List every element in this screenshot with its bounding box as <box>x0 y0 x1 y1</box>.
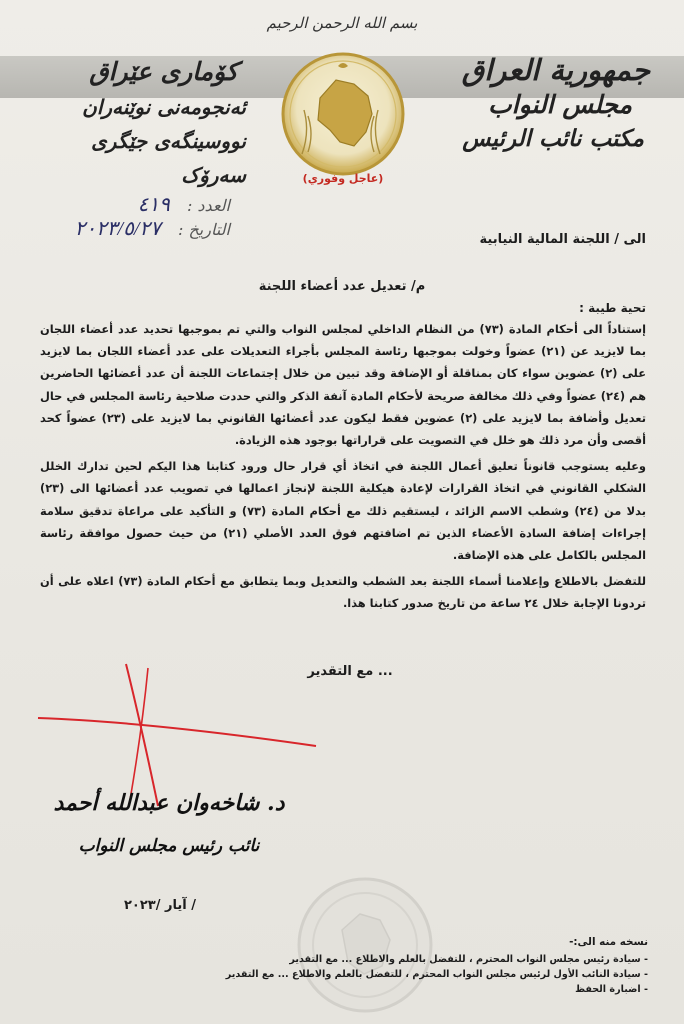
greeting: تحية طيبة : <box>579 301 646 315</box>
basmala: بسم الله الرحمن الرحيم <box>266 14 418 32</box>
recipient: الى / اللجنة المالية النيابية <box>479 232 646 247</box>
date-label: التاريخ : <box>177 220 230 239</box>
header-kurdish-parliament: ئەنجومەنی نوێنەران <box>82 95 246 119</box>
copy-item: - سيادة رئيس مجلس النواب المحترم ، للتفضل بالعلم والاطلاع ... مع التقدير <box>289 954 648 965</box>
signature-date: / آيار /٢٠٢٣ <box>123 898 196 913</box>
header-kurdish-block <box>26 54 246 192</box>
subject-line: م/ تعديل عدد أعضاء اللجنة <box>258 279 426 294</box>
copy-item: - اضبارة الحفظ <box>575 984 648 995</box>
signatory-title: نائب رئيس مجلس النواب <box>78 836 260 856</box>
copy-item: - سيادة النائب الأول لرئيس مجلس النواب المحترم ، للتفضل بالعلم والاطلاع ... مع التقدير <box>225 969 648 980</box>
body-paragraph-2: وعليه يستوجب قانوناً تعليق أعمال اللجنة في اتخاذ أي قرار حال ورود كتابنا هذا اليكم لحين تدارك الخلل الشكلي القانوني في اتخاذ القرارات لإعادة هيكلية اللجنة لإنجاز اعمالها في تصويب عدد أعضائها الى (٢٣) بدلا من (٢٤) وشطب الاسم الزائد ، ليستقيم ذلك مع أحكام المادة (٧٣) و التأكيد على مراعاة تدقيق سلامة إجراءات إضافة السادة الأعضاء الذين تم اضافتهم فوق العدد الأصلي (٢١) من حيث حصول موافقة رئاسة المجلس بالكامل على هذه الإضافة. <box>40 459 646 563</box>
header-parliament: مجلس النواب <box>488 90 632 119</box>
copies-to-section <box>208 935 648 997</box>
emblem-urgent-label: (عاجل وفوري) <box>302 172 384 185</box>
body-paragraph-1: إستناداً الى أحكام المادة (٧٣) من النظام الداخلي لمجلس النواب والتي تم بموجبها تحديد عدد أعضاء اللجان بما لايزيد عن (٢١) عضواً وخولت بموجبها رئاسة المجلس بأجراء التعديلات على عدد أعضاء اللجان بما لايزيد على (٢) عضوين سواء كان بمناقلة أو الإضافة وقد تبين من خلال إجتماعات اللجنة أن عدد أعضائها الحاضرين هم (٢٤) عضواً وفي ذلك مخالفة صريحة لأحكام المادة آنفة الذكر والتي حددت صلاحية رئاسة المجلس في حال تعديل وأضافة بما لايزيد على (٢) عضوين فقط ليكون عدد أعضائها القانوني بما لايزيد على (٢٣) عضواً كحد أقصى وأن مرد ذلك هو خلل في التصويت على قراراتها بوجود هذه الزيادة. <box>40 322 646 448</box>
number-value: ٤١٩ <box>137 194 170 216</box>
header-republic: جمهورية العراق <box>461 53 650 87</box>
iraq-emblem <box>280 50 406 190</box>
closing-regards: ... مع التقدير <box>307 664 393 679</box>
letter-number <box>30 192 230 217</box>
number-label: العدد : <box>186 196 230 215</box>
header-kurdish-republic: كۆماری عێراق <box>89 57 238 86</box>
red-x-mark <box>30 660 330 810</box>
letter-date <box>30 216 230 241</box>
header-kurdish-office: نووسینگەی جێگری سەرۆک <box>91 129 246 187</box>
date-value: ٢٠٢٣/٥/٢٧ <box>74 218 161 240</box>
copies-heading: نسخه منه الى:- <box>569 936 648 948</box>
letter-body <box>40 318 646 615</box>
body-paragraph-3: للتفضل بالاطلاع وإعلامنا أسماء اللجنة بعد الشطب والتعديل وبما يتطابق مع أحكام المادة (٧٣) اعلاه على أن تردونا الإجابة خلال ٢٤ ساعة من تاريخ صدور كتابنا هذا. <box>40 574 646 611</box>
signatory-name: د. شاخەوان عبدالله أحمد <box>53 790 285 816</box>
header-office: مكتب نائب الرئيس <box>462 125 644 152</box>
header-arabic-block <box>420 52 650 156</box>
